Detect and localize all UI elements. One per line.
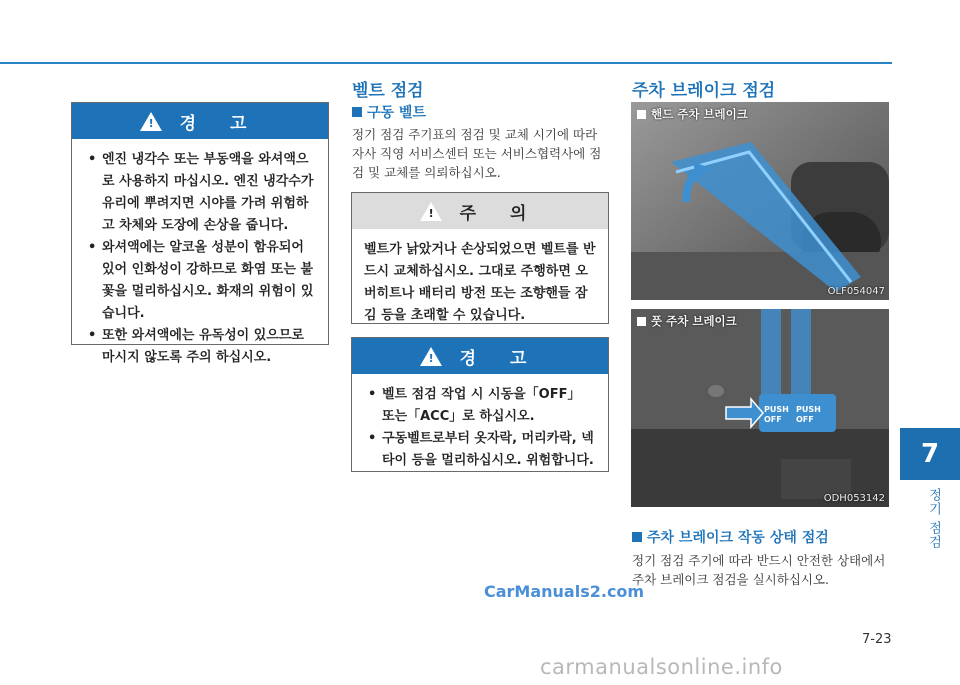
hand-brake-photo xyxy=(631,102,889,300)
caution-header xyxy=(352,193,608,229)
belt-section-title: 벨트 점검 xyxy=(352,81,424,101)
pedal-label: PUSH OFF xyxy=(764,405,789,424)
parking-subtitle-text: 주차 브레이크 작동 상태 점검 xyxy=(647,530,829,546)
square-bullet-icon xyxy=(632,532,642,542)
warning-body xyxy=(352,374,608,482)
warning-item: • 엔진 냉각수 또는 부동액을 와셔액으로 사용하지 마십시오. 엔진 냉각수가 유리에 뿌려지면 시야를 가려 위험하고 차체와 도장에 손상을 줍니다. xyxy=(84,149,316,237)
warning-body xyxy=(72,139,328,379)
footer-watermark: carmanualsonline.info xyxy=(540,655,783,679)
caution-title: 주 의 xyxy=(459,203,541,224)
page-number: 7-23 xyxy=(862,632,892,647)
belt-subtitle xyxy=(352,102,426,122)
photo-code: ODH053142 xyxy=(823,493,885,504)
chapter-tab: 7 xyxy=(900,428,960,480)
warning-item: • 또한 와셔액에는 유독성이 있으므로 마시지 않도록 주의 하십시오. xyxy=(84,325,316,369)
warning-title: 경 고 xyxy=(459,348,541,369)
warning-icon: ! xyxy=(420,347,442,366)
photo-label-text: 핸드 주차 브레이크 xyxy=(651,107,748,121)
belt-body: 정기 점검 주기표의 점검 및 교체 시기에 따라 자사 직영 서비스센터 또는 서비스협력사에 점검 및 교체를 의뢰하십시오. xyxy=(352,127,602,180)
parking-body: 정기 점검 주기에 따라 반드시 안전한 상태에서 주차 브레이크 점검을 실시하십시오. xyxy=(632,553,886,587)
warning-item: • 벨트 점검 작업 시 시동을「OFF」 또는「ACC」로 하십시오. xyxy=(364,384,596,428)
hand-brake-illustration xyxy=(631,102,889,300)
photo-label xyxy=(637,313,737,329)
foot-brake-illustration xyxy=(631,309,889,507)
mid-warning-box xyxy=(351,337,609,472)
warning-header xyxy=(352,338,608,374)
parking-subtitle xyxy=(632,527,829,547)
caution-box xyxy=(351,192,609,324)
left-warning-box xyxy=(71,102,329,365)
caution-text: 벨트가 낡았거나 손상되었으면 벨트를 반드시 교체하십시오. 그대로 주행하면 오버히트나 배터리 방전 또는 조향핸들 잠김 등을 초래할 수 있습니다. xyxy=(364,242,596,323)
photo-code: OLF054047 xyxy=(827,286,885,297)
parking-section-title: 주차 브레이크 점검 xyxy=(632,81,776,101)
square-bullet-icon xyxy=(352,107,362,117)
chapter-label: 정기 점검 xyxy=(926,488,941,550)
photo-label xyxy=(637,106,748,122)
warning-item: • 와셔액에는 알코올 성분이 함유되어 있어 인화성이 강하므로 화염 또는 불꽃을 멀리하십시오. 화재의 위험이 있습니다. xyxy=(84,237,316,325)
warning-item: • 구동벨트로부터 옷자락, 머리카락, 넥타이 등을 멀리하십시오. 위험합니다. xyxy=(364,428,596,472)
square-bullet-icon xyxy=(637,317,646,326)
warning-title: 경 고 xyxy=(179,113,261,134)
caution-body xyxy=(352,229,608,337)
pedal-label: PUSH OFF xyxy=(796,405,821,424)
watermark: CarManuals2.com xyxy=(484,582,645,601)
top-rule xyxy=(0,62,892,64)
square-bullet-icon xyxy=(637,110,646,119)
belt-subtitle-text: 구동 벨트 xyxy=(367,105,426,121)
foot-brake-photo xyxy=(631,309,889,507)
caution-icon: ! xyxy=(420,202,442,221)
photo-label-text: 풋 주차 브레이크 xyxy=(651,314,737,328)
warning-header xyxy=(72,103,328,139)
warning-icon: ! xyxy=(140,112,162,131)
